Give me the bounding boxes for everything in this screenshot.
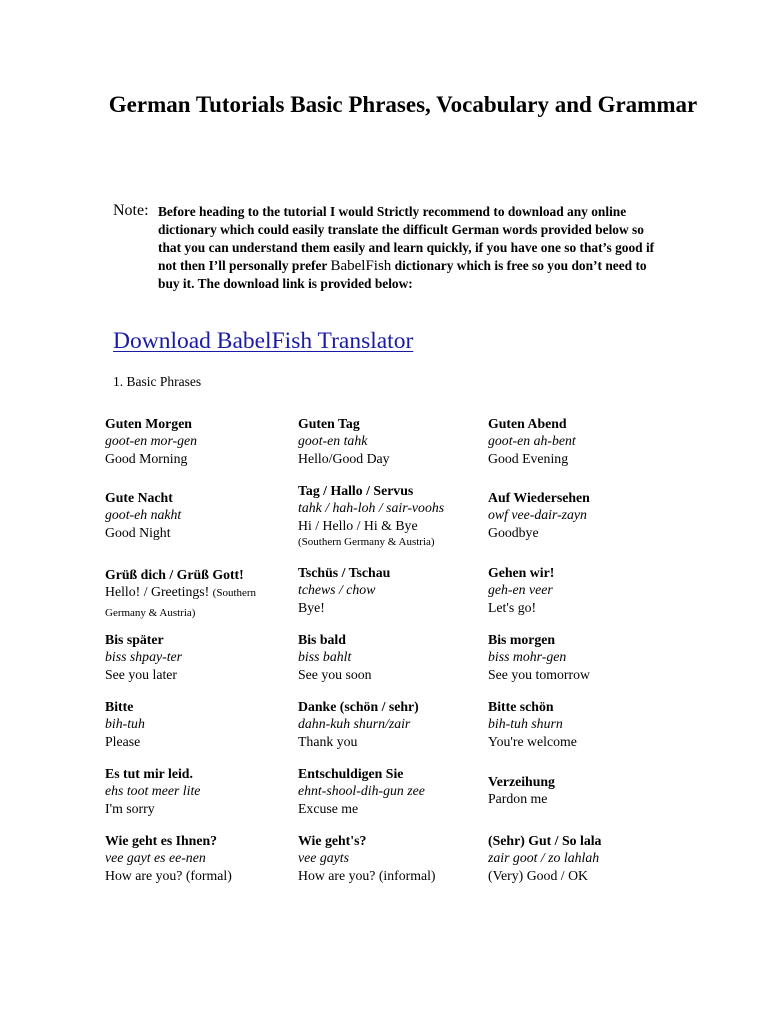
note-text-before: Before heading to the tutorial I would Strictly recommend to download any online dictionary which could easily translate the difficult German words provided below so that you can understand them easily and learn quickly, if you have one so that’s good if not then I’ll personally prefer bbox=[158, 204, 655, 274]
phrase-english: Good Night bbox=[105, 524, 171, 540]
phrase-english: Thank you bbox=[298, 733, 358, 749]
phrase-german: Tag / Hallo / Servus bbox=[298, 483, 414, 498]
phrase-english: (Very) Good / OK bbox=[488, 867, 589, 883]
phrase-entry bbox=[105, 489, 290, 541]
phrase-english: Good Morning bbox=[105, 450, 188, 466]
phrase-region-note: (Southern Germany & Austria) bbox=[298, 535, 435, 548]
phrase-german: Grüß dich / Grüß Gott! bbox=[105, 567, 244, 582]
phrase-entry bbox=[105, 765, 290, 817]
phrase-entry bbox=[298, 631, 483, 683]
phrase-pronunciation: bih-tuh shurn bbox=[488, 716, 563, 732]
phrase-entry bbox=[488, 631, 668, 683]
phrase-english: How are you? (formal) bbox=[105, 867, 232, 883]
phrase-entry bbox=[488, 564, 668, 616]
phrase-pronunciation: goot-en tahk bbox=[298, 433, 368, 449]
phrase-pronunciation: zair goot / zo lahlah bbox=[488, 850, 600, 866]
phrase-entry bbox=[298, 564, 483, 616]
phrase-pronunciation: bih-tuh bbox=[105, 716, 145, 732]
phrase-german: Guten Abend bbox=[488, 416, 567, 431]
phrase-entry bbox=[105, 631, 290, 683]
phrase-english: Please bbox=[105, 733, 141, 749]
phrase-english: Hi / Hello / Hi & Bye bbox=[298, 517, 418, 533]
phrase-german: Guten Tag bbox=[298, 416, 360, 431]
phrase-entry bbox=[298, 415, 483, 467]
phrase-pronunciation: owf vee-dair-zayn bbox=[488, 507, 587, 523]
note-brand-name: BabelFish bbox=[330, 258, 392, 275]
phrase-german: Wie geht's? bbox=[298, 833, 367, 848]
note-label: Note: bbox=[113, 202, 149, 219]
phrase-english: Excuse me bbox=[298, 800, 359, 816]
phrase-german: Auf Wiedersehen bbox=[488, 490, 590, 505]
phrase-entry bbox=[488, 773, 668, 808]
phrase-german: Es tut mir leid. bbox=[105, 766, 193, 781]
phrase-pronunciation: vee gayts bbox=[298, 850, 349, 866]
note-text-after: dictionary which is free so you don’t need to buy it. The download link is provided below: bbox=[158, 258, 647, 292]
phrase-pronunciation: geh-en veer bbox=[488, 582, 553, 598]
phrase-entry bbox=[298, 698, 483, 750]
phrase-entry bbox=[105, 698, 290, 750]
phrase-english: See you tomorrow bbox=[488, 666, 590, 682]
phrase-pronunciation: vee gayt es ee-nen bbox=[105, 850, 206, 866]
phrase-german: Verzeihung bbox=[488, 774, 555, 789]
phrase-entry bbox=[105, 415, 290, 467]
phrase-pronunciation: biss shpay-ter bbox=[105, 649, 183, 665]
phrase-pronunciation: ehnt-shool-dih-gun zee bbox=[298, 783, 425, 799]
download-babelfish-link[interactable]: Download BabelFish Translator bbox=[113, 328, 414, 354]
phrase-pronunciation: biss bahlt bbox=[298, 649, 352, 665]
phrase-english: Goodbye bbox=[488, 524, 539, 540]
phrase-english: See you soon bbox=[298, 666, 372, 682]
phrase-german: Entschuldigen Sie bbox=[298, 766, 404, 781]
phrase-entry bbox=[105, 566, 290, 622]
phrase-pronunciation: tchews / chow bbox=[298, 582, 376, 598]
phrase-german: Bitte bbox=[105, 699, 134, 714]
phrase-pronunciation: goot-en mor-gen bbox=[105, 433, 198, 449]
phrase-entry bbox=[488, 415, 668, 467]
phrase-region-note: (Southern Germany & Austria) bbox=[105, 587, 257, 619]
page-title: German Tutorials Basic Phrases, Vocabulary and Grammar bbox=[108, 92, 698, 117]
phrase-pronunciation: dahn-kuh shurn/zair bbox=[298, 716, 411, 732]
phrase-english: Good Evening bbox=[488, 450, 569, 466]
phrase-english: Bye! bbox=[298, 599, 325, 615]
phrase-german: Bitte schön bbox=[488, 699, 554, 714]
phrase-german: Guten Morgen bbox=[105, 416, 192, 431]
phrase-pronunciation: ehs toot meer lite bbox=[105, 783, 201, 799]
phrase-english: Hello! / Greetings! bbox=[105, 584, 210, 600]
phrase-german: Gute Nacht bbox=[105, 490, 173, 505]
phrase-english-with-note bbox=[105, 583, 290, 622]
phrase-entry bbox=[298, 482, 483, 551]
note-paragraph bbox=[158, 203, 658, 293]
phrase-german: (Sehr) Gut / So lala bbox=[488, 833, 602, 848]
phrase-entry bbox=[488, 832, 668, 884]
phrase-pronunciation: tahk / hah-loh / sair-voohs bbox=[298, 500, 445, 516]
phrase-german: Tschüs / Tschau bbox=[298, 565, 391, 580]
phrase-entry bbox=[298, 765, 483, 817]
phrase-entry bbox=[105, 832, 290, 884]
phrase-pronunciation: goot-en ah-bent bbox=[488, 433, 576, 449]
phrase-german: Bis bald bbox=[298, 632, 346, 647]
phrase-english: You're welcome bbox=[488, 733, 577, 749]
phrase-english: Let's go! bbox=[488, 599, 537, 615]
phrase-pronunciation: goot-eh nakht bbox=[105, 507, 182, 523]
phrase-english: I'm sorry bbox=[105, 800, 155, 816]
phrase-german: Bis später bbox=[105, 632, 164, 647]
phrase-entry bbox=[488, 698, 668, 750]
phrase-entry bbox=[298, 832, 483, 884]
section-heading-basic-phrases: 1. Basic Phrases bbox=[113, 374, 202, 389]
phrase-german: Wie geht es Ihnen? bbox=[105, 833, 218, 848]
phrase-english: See you later bbox=[105, 666, 178, 682]
phrase-english: How are you? (informal) bbox=[298, 867, 436, 883]
phrase-entry bbox=[488, 489, 668, 541]
phrase-english: Hello/Good Day bbox=[298, 450, 390, 466]
phrase-pronunciation: biss mohr-gen bbox=[488, 649, 567, 665]
phrase-german: Gehen wir! bbox=[488, 565, 555, 580]
phrase-english: Pardon me bbox=[488, 791, 548, 807]
phrase-german: Bis morgen bbox=[488, 632, 556, 647]
phrase-german: Danke (schön / sehr) bbox=[298, 699, 419, 714]
